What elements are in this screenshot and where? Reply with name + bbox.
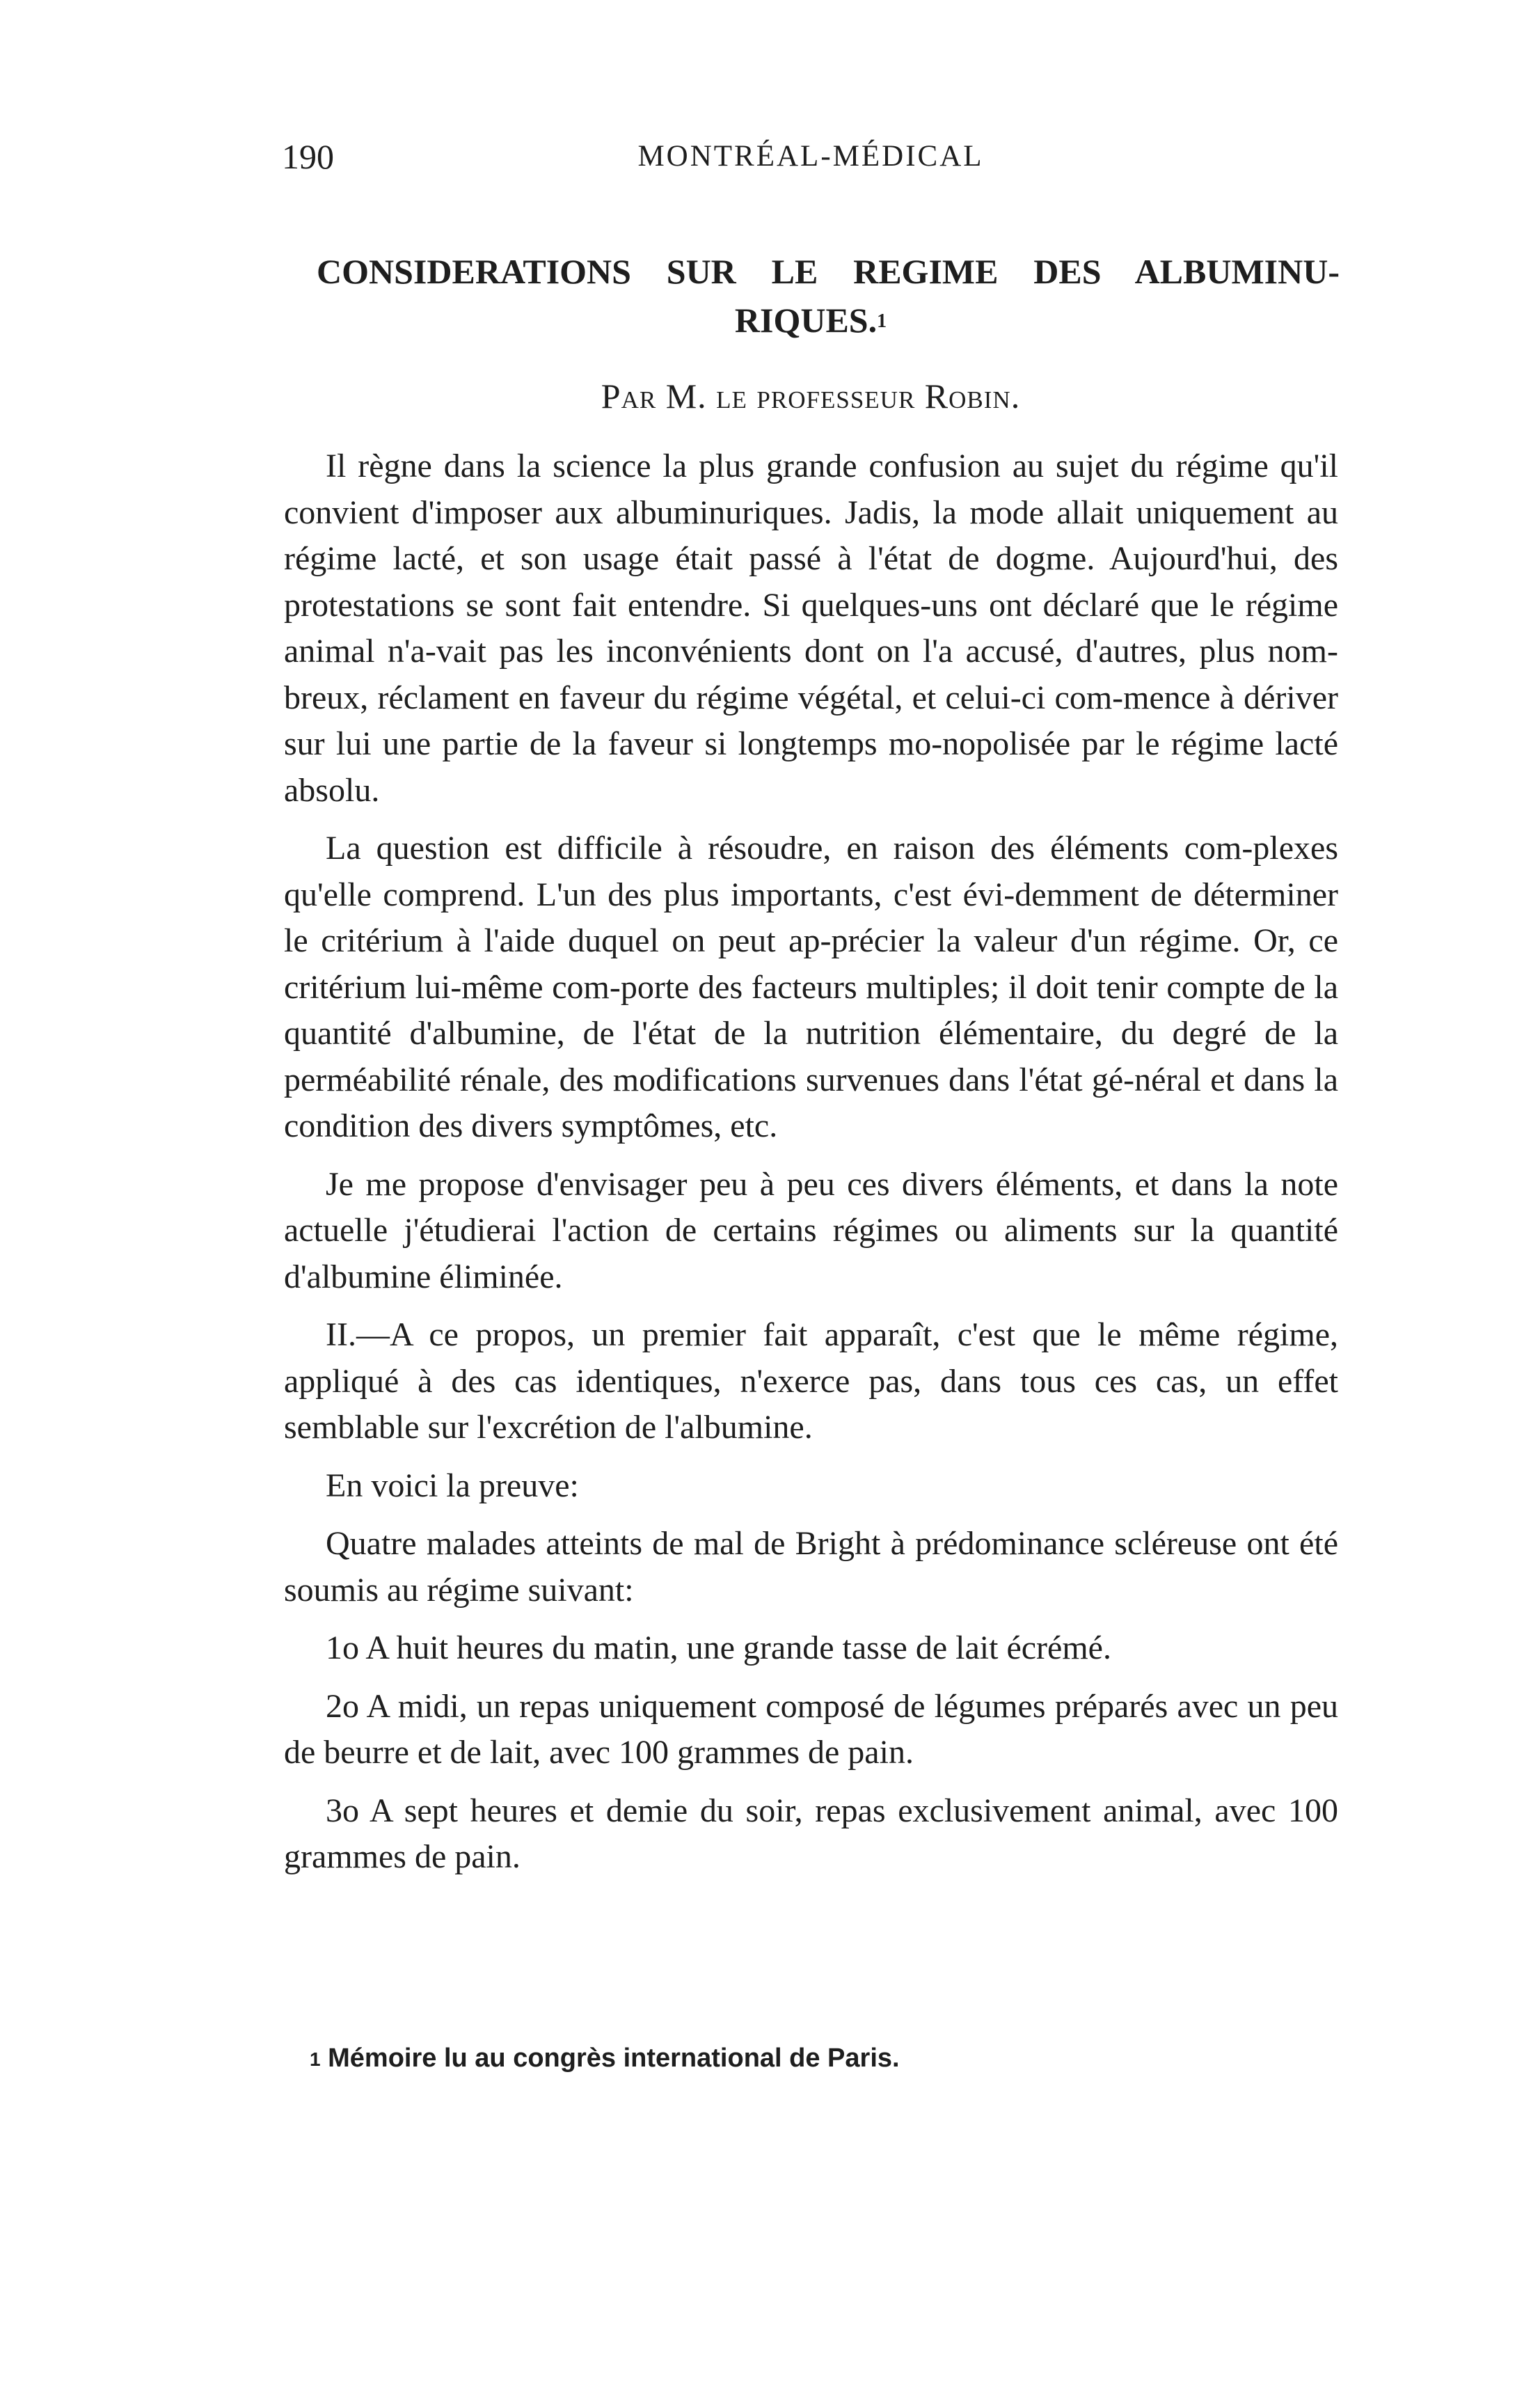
paragraph-patients: Quatre malades atteints de mal de Bright à prédominance scléreuse ont été soumis au régime suivant: [284, 1525, 1338, 1609]
footnote [310, 2041, 1340, 2076]
paragraph-section-ii: II.—A ce propos, un premier fait apparaît, c'est que le même régime, appliqué à des cas identiques, n'exerce pas, dans tous ces cas, un effet semblable sur l'excrétion de l'albumine. [284, 1316, 1338, 1446]
journal-title: MONTRÉAL-MÉDICAL [637, 140, 984, 173]
regimen-item-1: 1o A huit heures du matin, une grande tasse de lait écrémé. [326, 1629, 1111, 1666]
regimen-item-2: 2o A midi, un repas uniquement composé de légumes préparés avec un peu de beurre et de lait, avec 100 grammes de pain. [284, 1687, 1338, 1771]
article-body [284, 443, 1338, 1893]
author-byline: Par M. le professeur Robin. [601, 377, 1021, 416]
paragraph-intro: Il règne dans la science la plus grande confusion au sujet du régime qu'il convient d'imposer aux albuminuriques. Jadis, la mode allait uniquement au régime lacté, et son usage était passé à l'état de dogme. Aujourd'hui, des protestations se sont fait entendre. Si quelques-uns ont déclaré que le régime animal n'a-vait pas les inconvénients dont on l'a accusé, d'autres, plus nom-breux, réclament en faveur du régime végétal, et celui-ci com-mence à dériver sur lui une partie de la faveur si longtemps mo-nopolisée par le régime lacté absolu. [284, 448, 1338, 809]
paragraph-question: La question est difficile à résoudre, en raison des éléments com-plexes qu'elle comprend. L'un des plus importants, c'est évi-demment de déterminer le critérium à l'aide duquel on peut ap-précier la valeur d'un régime. Or, ce critérium lui-même com-porte des facteurs multiples; il doit tenir compte de la quantité d'albumine, de l'état de la nutrition élémentaire, du degré de la perméabilité rénale, des modifications survenues dans l'état gé-néral et dans la condition des divers symptômes, etc. [284, 830, 1338, 1144]
page-number: 190 [282, 137, 334, 176]
paragraph-proof: En voici la preuve: [326, 1467, 579, 1504]
article-title-line-1: CONSIDERATIONS SUR LE REGIME DES ALBUMINU- [317, 252, 1340, 291]
regimen-item-3: 3o A sept heures et demie du soir, repas exclusivement animal, avec 100 grammes de pain. [284, 1792, 1338, 1875]
article-title-line-2 [282, 296, 1340, 345]
footnote-text: Mémoire lu au congrès international de Paris. [328, 2044, 900, 2073]
running-head [282, 136, 1340, 185]
footnote-reference-mark: 1 [877, 310, 887, 332]
paragraph-proposal: Je me propose d'envisager peu à peu ces divers éléments, et dans la note actuelle j'étudierai l'action de certains régimes ou aliments sur la quantité d'albumine éliminée. [284, 1165, 1338, 1295]
footnote-mark: 1 [310, 2048, 321, 2070]
article-title [282, 247, 1340, 345]
article-title-line-2-text: RIQUES. [734, 301, 878, 340]
